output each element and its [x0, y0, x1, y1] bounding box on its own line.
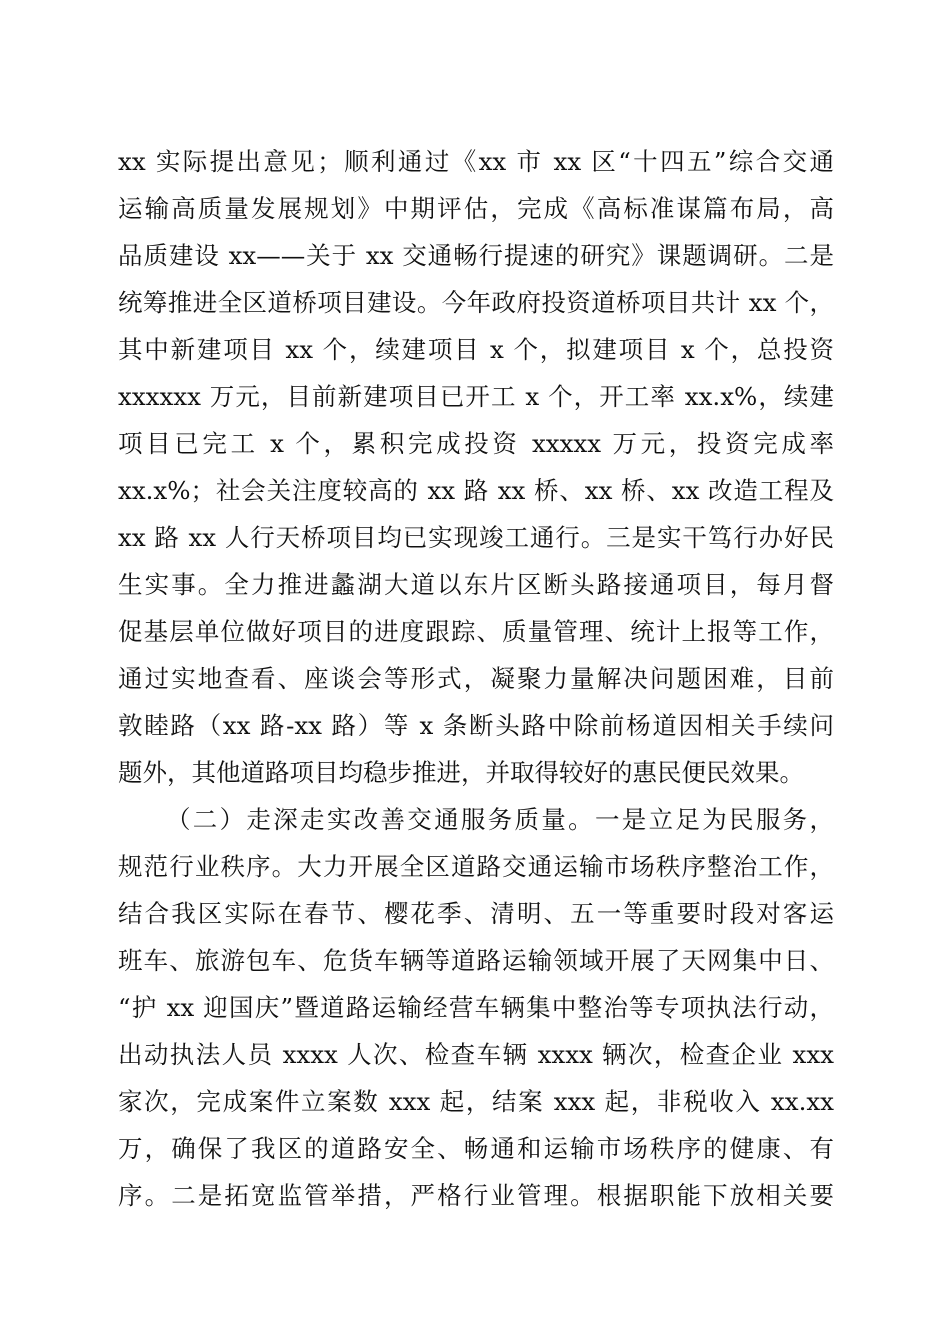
body-text-line: 运输高质量发展规划》中期评估，完成《高标准谋篇布局，高: [118, 194, 834, 223]
body-text-line: 结合我区实际在春节、樱花季、清明、五一等重要时段对客运: [118, 899, 834, 928]
section-heading-line: （二）走深走实改善交通服务质量。一是立足为民服务，: [166, 805, 834, 834]
body-text-line: 班车、旅游包车、危货车辆等道路运输领域开展了天网集中日、: [118, 946, 834, 975]
body-text-line: 促基层单位做好项目的进度跟踪、质量管理、统计上报等工作，: [118, 617, 834, 646]
body-text-line: xx.x%；社会关注度较高的 xx 路 xx 桥、xx 桥、xx 改造工程及: [118, 476, 834, 505]
body-text-line: 序。二是拓宽监管举措，严格行业管理。根据职能下放相关要: [118, 1181, 834, 1210]
body-text-line: 项目已完工 x 个，累积完成投资 xxxxx 万元，投资完成率: [118, 429, 834, 458]
body-text-line: 题外，其他道路项目均稳步推进，并取得较好的惠民便民效果。: [118, 758, 804, 787]
body-text-line: 生实事。全力推进蠡湖大道以东片区断头路接通项目，每月督: [118, 570, 834, 599]
body-text-line: 统筹推进全区道桥项目建设。今年政府投资道桥项目共计 xx 个，: [118, 288, 834, 317]
body-text-line: xx 实际提出意见；顺利通过《xx 市 xx 区“十四五”综合交通: [118, 147, 834, 176]
body-text-line: 规范行业秩序。大力开展全区道路交通运输市场秩序整治工作，: [118, 852, 834, 881]
body-text-line: “护 xx 迎国庆”暨道路运输经营车辆集中整治等专项执法行动，: [118, 993, 834, 1022]
body-text-line: 品质建设 xx——关于 xx 交通畅行提速的研究》课题调研。二是: [118, 241, 834, 270]
body-text-line: xxxxxx 万元，目前新建项目已开工 x 个，开工率 xx.x%，续建: [118, 382, 834, 411]
body-text-line: 敦睦路（xx 路-xx 路）等 x 条断头路中除前杨道因相关手续问: [118, 711, 834, 740]
body-text-line: xx 路 xx 人行天桥项目均已实现竣工通行。三是实干笃行办好民: [118, 523, 834, 552]
body-text-line: 通过实地查看、座谈会等形式，凝聚力量解决问题困难，目前: [118, 664, 834, 693]
body-text-line: 其中新建项目 xx 个，续建项目 x 个，拟建项目 x 个，总投资: [118, 335, 834, 364]
body-text-line: 万，确保了我区的道路安全、畅通和运输市场秩序的健康、有: [118, 1134, 834, 1163]
body-text-line: 出动执法人员 xxxx 人次、检查车辆 xxxx 辆次，检查企业 xxx: [118, 1040, 834, 1069]
body-text-line: 家次，完成案件立案数 xxx 起，结案 xxx 起，非税收入 xx.xx: [118, 1087, 834, 1116]
